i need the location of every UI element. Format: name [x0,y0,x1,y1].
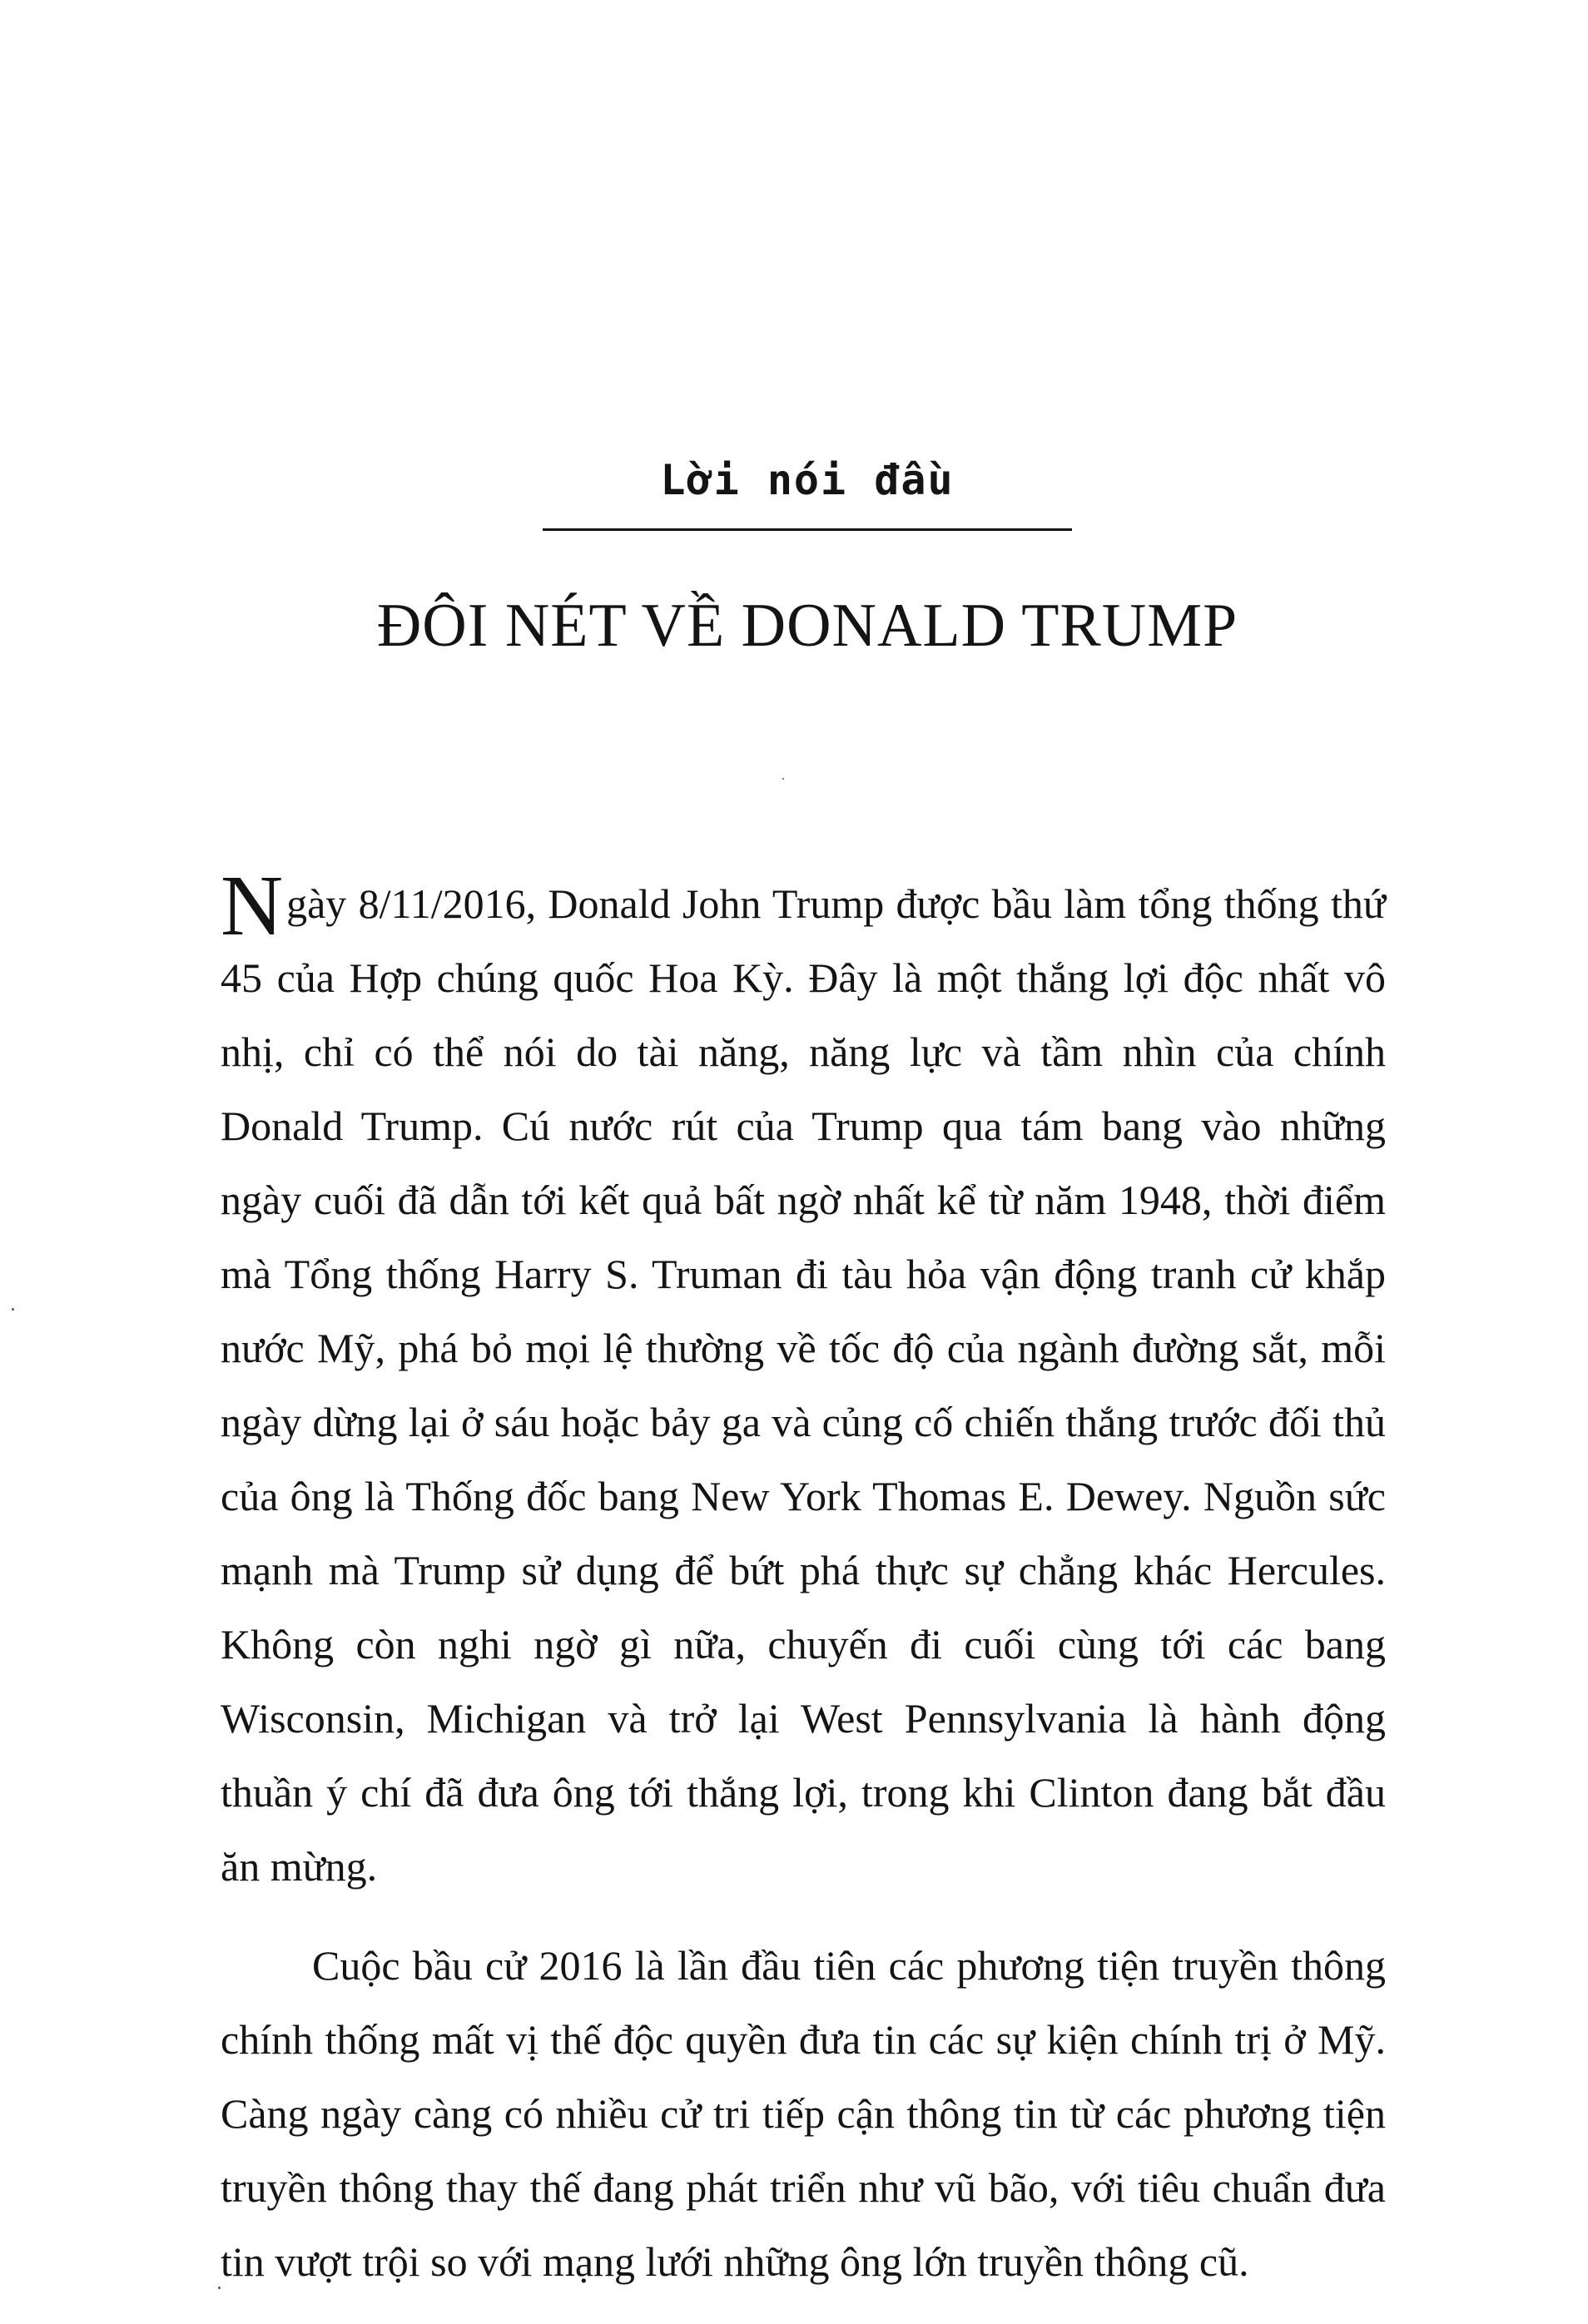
paragraph-1-text: gày 8/11/2016, Donald John Trump được bầu làm tổng thống thứ 45 của Hợp chúng quốc Hoa Kỳ. Đây là một thắng lợi độc nhất vô nhị, chỉ có thể nói do tài năng, năng lực và tầm nhìn của chính Donald Trump. Cú nước rút của Trump qua tám bang vào những ngày cuối đã dẫn tới kết quả bất ngờ nhất kể từ năm 1948, thời điểm mà Tổng thống Harry S. Truman đi tàu hỏa vận động tranh cử khắp nước Mỹ, phá bỏ mọi lệ thường về tốc độ của ngành đường sắt, mỗi ngày dừng lại ở sáu hoặc bảy ga và củng cố chiến thắng trước đối thủ của ông là Thống đốc bang New York Thomas E. Dewey. Nguồn sức mạnh mà Trump sử dụng để bứt phá thực sự chẳng khác Hercules. Không còn nghi ngờ gì nữa, chuyến đi cuối cùng tới các bang Wisconsin, Michigan và trở lại West Pennsylvania là hành động thuần ý chí đã đưa ông tới thắng lợi, trong khi Clinton đang bắt đầu ăn mừng. [221,880,1386,1890]
preface-label: Lời nói đầu [660,456,955,504]
chapter-title: ĐÔI NÉT VỀ DONALD TRUMP [376,592,1238,660]
scan-speck [218,2287,221,2289]
body-text [221,858,1386,2324]
paragraph-2: Cuộc bầu cử 2016 là lần đầu tiên các phương tiện truyền thông chính thống mất vị thế độc quyền đưa tin các sự kiện chính trị ở Mỹ. Càng ngày càng có nhiều cử tri tiếp cận thông tin từ các phương tiện truyền thông thay thế đang phát triển như vũ bão, với tiêu chuẩn đưa tin vượt trội so với mạng lưới những ông lớn truyền thông cũ. [221,1942,1386,2285]
paragraph-1 [221,858,1386,1904]
header-underline [543,528,1072,531]
drop-cap: N [221,858,284,954]
scan-speck [782,778,784,780]
scan-speck [12,1308,14,1311]
